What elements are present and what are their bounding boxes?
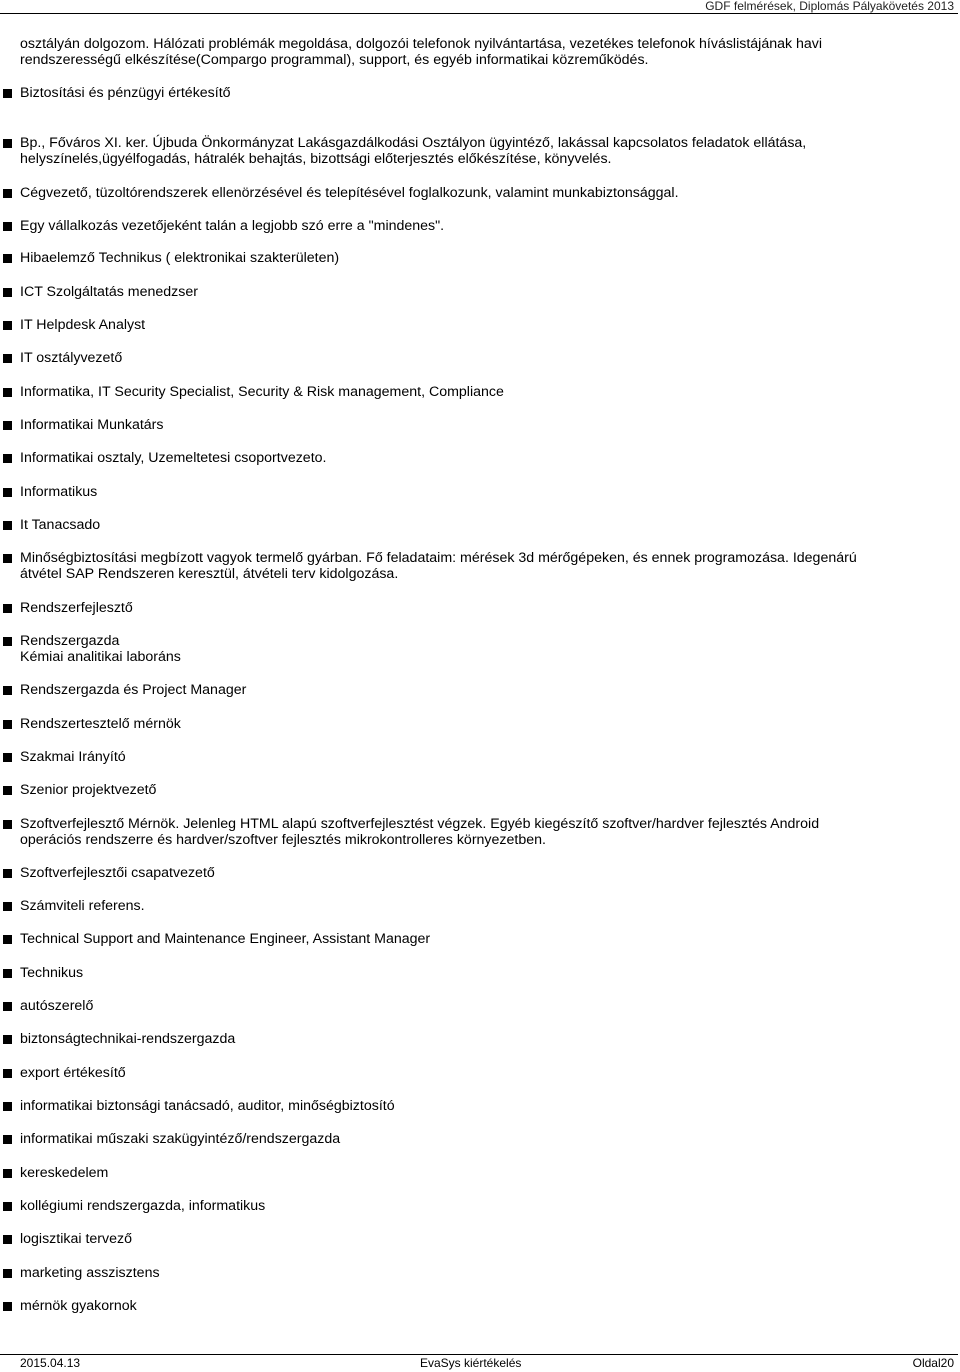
- list-item-text: Informatikai osztaly, Uzemeltetesi csoportvezeto.: [20, 450, 327, 466]
- square-bullet-icon: [3, 521, 12, 530]
- footer-date: 2015.04.13: [20, 1356, 81, 1370]
- list-item-text: autószerelő: [20, 998, 94, 1014]
- list-item-text: Hibaelemző Technikus ( elektronikai szakterületen): [20, 250, 340, 266]
- square-bullet-icon: [3, 1169, 12, 1178]
- list-item-text: Technikus: [20, 965, 84, 981]
- list-item-text: Egy vállalkozás vezetőjeként talán a legjobb szó erre a "mindenes".: [20, 218, 445, 234]
- list-item-text: Rendszerfejlesztő: [20, 600, 133, 616]
- list-item-text: Minőségbiztosítási megbízott vagyok termelő gyárban. Fő feladataim: mérések 3d mérőgépeken, és ennek programozása. Idegenárú átvétel SAP Rendszeren keresztül, átvételi terv kidolgozása.: [20, 550, 857, 582]
- list-item-text: ICT Szolgáltatás menedzser: [20, 284, 198, 300]
- list-item-text: Informatikai Munkatárs: [20, 417, 164, 433]
- list-item-text: Számviteli referens.: [20, 898, 145, 914]
- square-bullet-icon: [3, 902, 12, 911]
- square-bullet-icon: [3, 720, 12, 729]
- list-item-text: Szoftverfejlesztői csapatvezető: [20, 865, 215, 881]
- square-bullet-icon: [3, 869, 12, 878]
- list-item-text: Informatikus: [20, 484, 98, 500]
- list-item-text: Szakmai Irányító: [20, 749, 126, 765]
- footer-title: EvaSys kiértékelés: [420, 1356, 522, 1370]
- square-bullet-icon: [3, 454, 12, 463]
- square-bullet-icon: [3, 637, 12, 646]
- continuation-text: osztályán dolgozom. Hálózati problémák megoldása, dolgozói telefonok nyilvántartása, vezetékes telefonok híváslistájának havi rendszerességű elkészítése(Compargo programmal), support, és egyéb informatikai közreműködés.: [20, 36, 823, 68]
- square-bullet-icon: [3, 354, 12, 363]
- square-bullet-icon: [3, 753, 12, 762]
- square-bullet-icon: [3, 604, 12, 613]
- square-bullet-icon: [3, 1302, 12, 1311]
- list-item-text: mérnök gyakornok: [20, 1298, 137, 1314]
- square-bullet-icon: [3, 786, 12, 795]
- list-item-text: It Tanacsado: [20, 517, 101, 533]
- list-item-text: Bp., Főváros XI. ker. Újbuda Önkormányzat Lakásgazdálkodási Osztályon ügyintéző, lakással kapcsolatos feladatok ellátása, helyszínelés,ügyélfogadás, hátralék behajtás, bizottsági előterjesztés előkészítése, könyvelés.: [20, 135, 807, 167]
- list-item-text: biztonságtechnikai-rendszergazda: [20, 1031, 236, 1047]
- square-bullet-icon: [3, 189, 12, 198]
- square-bullet-icon: [3, 820, 12, 829]
- list-item-text: Biztosítási és pénzügyi értékesítő: [20, 85, 231, 101]
- list-item-text: kollégiumi rendszergazda, informatikus: [20, 1198, 266, 1214]
- square-bullet-icon: [3, 1235, 12, 1244]
- page-header: [0, 0, 958, 14]
- square-bullet-icon: [3, 222, 12, 231]
- square-bullet-icon: [3, 935, 12, 944]
- square-bullet-icon: [3, 488, 12, 497]
- square-bullet-icon: [3, 139, 12, 148]
- square-bullet-icon: [3, 388, 12, 397]
- list-item-text: kereskedelem: [20, 1165, 109, 1181]
- list-item-text: marketing asszisztens: [20, 1265, 160, 1281]
- square-bullet-icon: [3, 1202, 12, 1211]
- list-item-text: IT Helpdesk Analyst: [20, 317, 146, 333]
- square-bullet-icon: [3, 288, 12, 297]
- square-bullet-icon: [3, 969, 12, 978]
- list-item-text: Rendszergazda és Project Manager: [20, 682, 247, 698]
- list-item-text: Informatika, IT Security Specialist, Security & Risk management, Compliance: [20, 384, 504, 400]
- square-bullet-icon: [3, 1135, 12, 1144]
- list-item-text: Rendszergazda Kémiai analitikai laboráns: [20, 633, 181, 665]
- square-bullet-icon: [3, 554, 12, 563]
- list-item-text: Cégvezető, tüzoltórendszerek ellenörzésével és telepítésével foglalkozunk, valamint munkabiztonsággal.: [20, 185, 679, 201]
- list-item-text: informatikai biztonsági tanácsadó, auditor, minőségbiztosító: [20, 1098, 395, 1114]
- square-bullet-icon: [3, 686, 12, 695]
- square-bullet-icon: [3, 421, 12, 430]
- square-bullet-icon: [3, 1102, 12, 1111]
- list-item-text: Technical Support and Maintenance Engineer, Assistant Manager: [20, 931, 431, 947]
- square-bullet-icon: [3, 254, 12, 263]
- square-bullet-icon: [3, 1002, 12, 1011]
- header-title: GDF felmérések, Diplomás Pályakövetés 2013: [705, 0, 954, 13]
- page-footer: [0, 1354, 958, 1372]
- list-item-text: informatikai műszaki szakügyintéző/rendszergazda: [20, 1131, 341, 1147]
- list-item-text: export értékesítő: [20, 1065, 126, 1081]
- footer-page-number: Oldal20: [912, 1356, 954, 1370]
- list-item-text: IT osztályvezető: [20, 350, 123, 366]
- list-item-text: logisztikai tervező: [20, 1231, 132, 1247]
- square-bullet-icon: [3, 89, 12, 98]
- square-bullet-icon: [3, 1035, 12, 1044]
- list-item-text: Szenior projektvezető: [20, 782, 157, 798]
- square-bullet-icon: [3, 1269, 12, 1278]
- list-item-text: Szoftverfejlesztő Mérnök. Jelenleg HTML alapú szoftverfejlesztést végzek. Egyéb kiegészítő szoftver/hardver fejlesztés Android operációs rendszerre és hardver/szoftver fejlesztés mikrokontrolleres környezetben.: [20, 816, 820, 848]
- square-bullet-icon: [3, 1069, 12, 1078]
- list-item-text: Rendszertesztelő mérnök: [20, 716, 181, 732]
- square-bullet-icon: [3, 321, 12, 330]
